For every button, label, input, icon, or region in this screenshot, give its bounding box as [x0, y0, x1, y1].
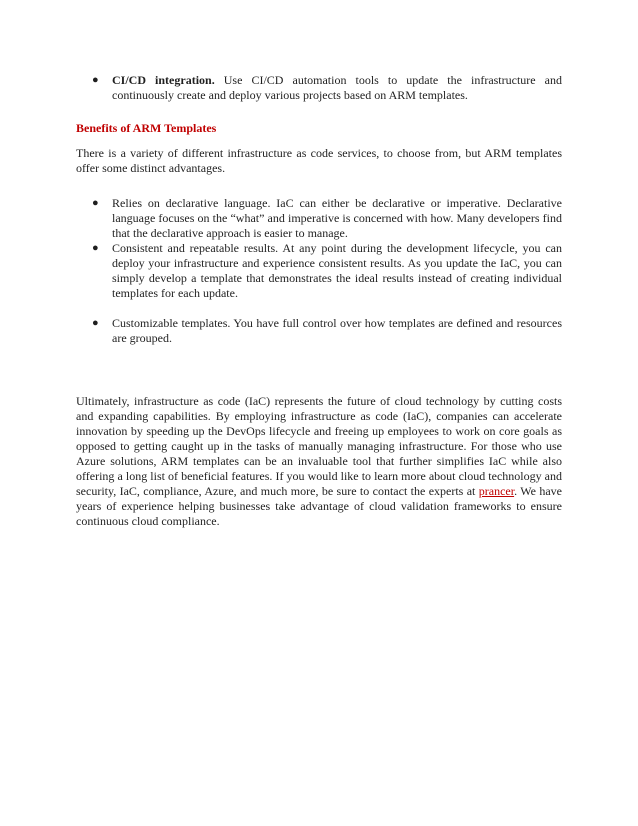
bullet-icon: ● [92, 197, 99, 209]
list-item [76, 73, 562, 103]
bullet-icon: ● [92, 242, 99, 254]
benefits-heading: Benefits of ARM Templates [76, 121, 217, 135]
cicd-item-text: Use CI/CD automation tools to update the infrastructure and continuously create and deploy various projects based on ARM templates. [112, 73, 562, 102]
prancer-link[interactable]: prancer [478, 484, 515, 498]
benefits-list [76, 196, 562, 346]
benefit-item-text: Relies on declarative language. IaC can either be declarative or imperative. Declarative language focuses on the “what” and imperative is concerned with how. Many developers find that the declarative approach is easier to manage. [112, 196, 562, 240]
bullet-icon: ● [92, 74, 99, 86]
benefit-item-text: Customizable templates. You have full control over how templates are defined and resources are grouped. [112, 316, 562, 345]
cicd-list [76, 73, 562, 103]
benefit-item-text: Consistent and repeatable results. At any point during the development lifecycle, you can deploy your infrastructure and experience consistent results. As you update the IaC, you can simply develop a template that demonstrates the ideal results instead of creating individual templates for each update. [112, 241, 562, 300]
conclusion-paragraph [76, 394, 562, 529]
bullet-icon: ● [92, 317, 99, 329]
list-item [76, 241, 562, 301]
conclusion-text: Ultimately, infrastructure as code (IaC) represents the future of cloud technology by cutting costs and expanding capabilities. By employing infrastructure as code (IaC), companies can accelerate innovation by speeding up the DevOps lifecycle and freeing up employees to work on core goals as opposed to getting caught up in the tasks of manually managing infrastructure. For those who use Azure solutions, ARM templates can be an invaluable tool that further simplifies IaC while also offering a long list of beneficial features. If you would like to learn more about cloud technology and security, IaC, compliance, Azure, and much more, be sure to contact the experts at [76, 394, 562, 498]
cicd-item-title: CI/CD integration. [112, 73, 215, 87]
list-item [76, 196, 562, 241]
benefits-intro: There is a variety of different infrastructure as code services, to choose from, but ARM templates offer some distinct advantages. [76, 146, 562, 175]
list-item [76, 316, 562, 346]
conclusion-text-end: . We have years of experience helping businesses take advantage of cloud validation frameworks to ensure continuous cloud compliance. [76, 484, 562, 528]
